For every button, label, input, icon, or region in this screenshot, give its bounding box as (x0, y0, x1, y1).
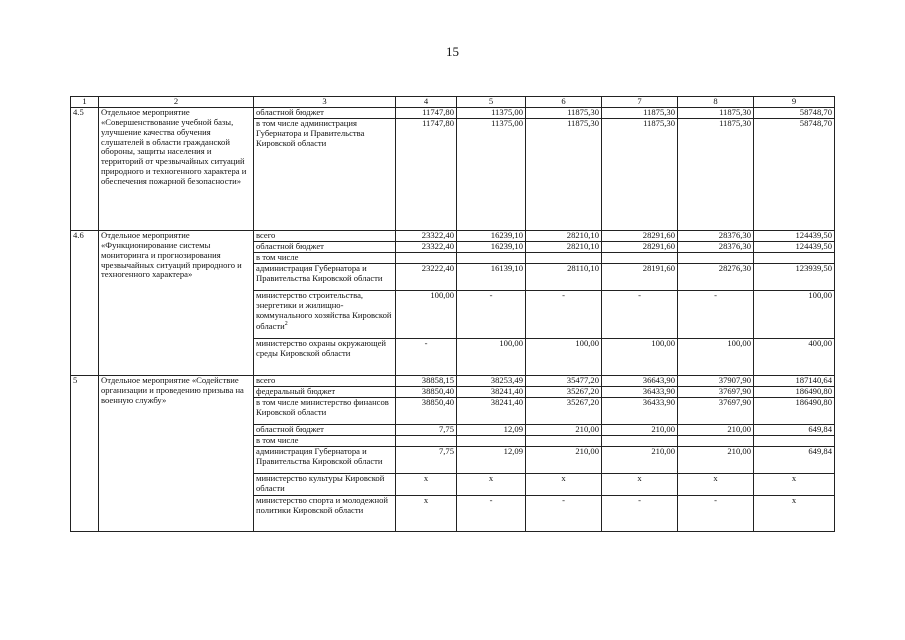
year-value: 28276,30 (678, 263, 754, 290)
funding-source (254, 230, 396, 241)
funding-source-label: областной бюджет (256, 241, 324, 251)
year-value (457, 252, 526, 263)
year-value: 11747,80 (396, 118, 457, 230)
year-value: - (457, 495, 526, 531)
funding-source (254, 446, 396, 473)
funding-source-label: министерство строительства, энергетики и жилищно-коммунального хозяйства Кировской области (256, 290, 392, 331)
year-value: - (526, 495, 602, 531)
event-number: 5 (71, 375, 99, 531)
event-number: 4.5 (71, 107, 99, 230)
year-value: - (602, 290, 678, 338)
year-value (396, 435, 457, 446)
funding-source (254, 118, 396, 230)
year-value: 12,09 (457, 446, 526, 473)
year-value (396, 252, 457, 263)
year-value: 100,00 (457, 338, 526, 375)
year-value: х (396, 473, 457, 495)
total-value: 187140,64 (754, 375, 835, 386)
year-value: 28376,30 (678, 230, 754, 241)
total-value (754, 252, 835, 263)
year-value: 11875,30 (602, 107, 678, 118)
total-value: х (754, 473, 835, 495)
funding-source (254, 375, 396, 386)
year-value (678, 435, 754, 446)
year-value: 11875,30 (526, 118, 602, 230)
budget-table (70, 96, 835, 532)
column-header: 2 (99, 97, 254, 108)
column-header: 9 (754, 97, 835, 108)
table-row (71, 375, 835, 386)
year-value: 36643,90 (602, 375, 678, 386)
year-value: 210,00 (602, 424, 678, 435)
funding-source-label: в том числе (256, 252, 299, 262)
year-value: 100,00 (602, 338, 678, 375)
total-value: 123939,50 (754, 263, 835, 290)
year-value: 23322,40 (396, 230, 457, 241)
year-value: 28191,60 (602, 263, 678, 290)
year-value: 210,00 (678, 424, 754, 435)
year-value: 28376,30 (678, 241, 754, 252)
year-value: х (457, 473, 526, 495)
funding-source (254, 397, 396, 424)
funding-source (254, 338, 396, 375)
total-value: х (754, 495, 835, 531)
year-value: х (526, 473, 602, 495)
year-value (602, 435, 678, 446)
year-value: 11875,30 (526, 107, 602, 118)
funding-source-label: министерство охраны окружающей среды Кировской области (256, 338, 386, 358)
funding-source-label: областной бюджет (256, 424, 324, 434)
year-value: 210,00 (526, 424, 602, 435)
year-value: 11875,30 (678, 107, 754, 118)
year-value: 12,09 (457, 424, 526, 435)
funding-source-label: в том числе (256, 435, 299, 445)
year-value: 23322,40 (396, 241, 457, 252)
funding-source-label: министерство спорта и молодежной политики Кировской области (256, 495, 388, 515)
total-value (754, 435, 835, 446)
year-value: 36433,90 (602, 386, 678, 397)
year-value (526, 252, 602, 263)
total-value: 58748,70 (754, 107, 835, 118)
year-value: - (602, 495, 678, 531)
event-name: Отдельное мероприятие «Совершенствование учебной базы, улучшение качества обучения слушателей в области гражданской обороны, защиты населения и территорий от чрезвычайных ситуаций природного и техногенного характера и обеспечения пожарной безопасности» (99, 107, 254, 230)
column-header: 8 (678, 97, 754, 108)
year-value: 100,00 (396, 290, 457, 338)
column-header: 3 (254, 97, 396, 108)
total-value: 124439,50 (754, 230, 835, 241)
event-name: Отдельное мероприятие «Содействие организации и проведению призыва на военную службу» (99, 375, 254, 531)
footnote-mark: 2 (284, 320, 288, 327)
event-name: Отдельное мероприятие «Функционирование системы мониторинга и прогнозирования чрезвычайных ситуаций природного и техногенного характера» (99, 230, 254, 375)
funding-source-label: всего (256, 375, 276, 385)
funding-source-label: в том числе администрация Губернатора и Правительства Кировской области (256, 118, 365, 148)
year-value: 11747,80 (396, 107, 457, 118)
year-value: х (396, 495, 457, 531)
column-header: 5 (457, 97, 526, 108)
year-value: х (602, 473, 678, 495)
table-row (71, 230, 835, 241)
year-value: 210,00 (526, 446, 602, 473)
year-value: 38858,15 (396, 375, 457, 386)
year-value (526, 435, 602, 446)
year-value: 38850,40 (396, 386, 457, 397)
funding-source (254, 424, 396, 435)
year-value: 7,75 (396, 424, 457, 435)
year-value: - (678, 290, 754, 338)
year-value (457, 435, 526, 446)
year-value: 16239,10 (457, 241, 526, 252)
year-value: 210,00 (602, 446, 678, 473)
column-header: 7 (602, 97, 678, 108)
column-header: 6 (526, 97, 602, 108)
total-value: 186490,80 (754, 386, 835, 397)
year-value: 36433,90 (602, 397, 678, 424)
year-value: 11375,00 (457, 107, 526, 118)
year-value: 11875,30 (678, 118, 754, 230)
year-value: 38850,40 (396, 397, 457, 424)
year-value: 100,00 (678, 338, 754, 375)
funding-source (254, 473, 396, 495)
total-value: 58748,70 (754, 118, 835, 230)
year-value: 28110,10 (526, 263, 602, 290)
funding-source-label: в том числе министерство финансов Кировской области (256, 397, 389, 417)
funding-source-label: всего (256, 230, 276, 240)
page-number: 15 (446, 44, 459, 59)
total-value: 124439,50 (754, 241, 835, 252)
year-value: - (678, 495, 754, 531)
funding-source-label: администрация Губернатора и Правительства Кировской области (256, 263, 383, 283)
year-value: - (457, 290, 526, 338)
year-value: 16139,10 (457, 263, 526, 290)
total-value: 186490,80 (754, 397, 835, 424)
year-value: 210,00 (678, 446, 754, 473)
year-value: 28210,10 (526, 241, 602, 252)
funding-source (254, 107, 396, 118)
year-value: 23222,40 (396, 263, 457, 290)
funding-source (254, 241, 396, 252)
funding-source-label: администрация Губернатора и Правительства Кировской области (256, 446, 383, 466)
year-value: 38241,40 (457, 386, 526, 397)
funding-source (254, 386, 396, 397)
year-value: 28210,10 (526, 230, 602, 241)
event-number: 4.6 (71, 230, 99, 375)
funding-source-label: федеральный бюджет (256, 386, 336, 396)
year-value: 28291,60 (602, 241, 678, 252)
funding-source (254, 495, 396, 531)
header-row (71, 97, 835, 108)
table-row (71, 107, 835, 118)
funding-source (254, 252, 396, 263)
funding-source (254, 435, 396, 446)
year-value: 16239,10 (457, 230, 526, 241)
year-value: 35267,20 (526, 386, 602, 397)
column-header: 1 (71, 97, 99, 108)
year-value: 35267,20 (526, 397, 602, 424)
year-value: 11375,00 (457, 118, 526, 230)
year-value: 11875,30 (602, 118, 678, 230)
total-value: 649,84 (754, 424, 835, 435)
year-value: - (526, 290, 602, 338)
year-value: 35477,20 (526, 375, 602, 386)
year-value: х (678, 473, 754, 495)
funding-source-label: областной бюджет (256, 107, 324, 117)
year-value: 38253,49 (457, 375, 526, 386)
year-value: 37907,90 (678, 375, 754, 386)
year-value (678, 252, 754, 263)
year-value: 100,00 (526, 338, 602, 375)
year-value: 38241,40 (457, 397, 526, 424)
funding-source (254, 290, 396, 338)
column-header: 4 (396, 97, 457, 108)
total-value: 649,84 (754, 446, 835, 473)
year-value (602, 252, 678, 263)
year-value: - (396, 338, 457, 375)
total-value: 400,00 (754, 338, 835, 375)
funding-source (254, 263, 396, 290)
total-value: 100,00 (754, 290, 835, 338)
funding-source-label: министерство культуры Кировской области (256, 473, 385, 493)
year-value: 28291,60 (602, 230, 678, 241)
year-value: 7,75 (396, 446, 457, 473)
year-value: 37697,90 (678, 397, 754, 424)
year-value: 37697,90 (678, 386, 754, 397)
